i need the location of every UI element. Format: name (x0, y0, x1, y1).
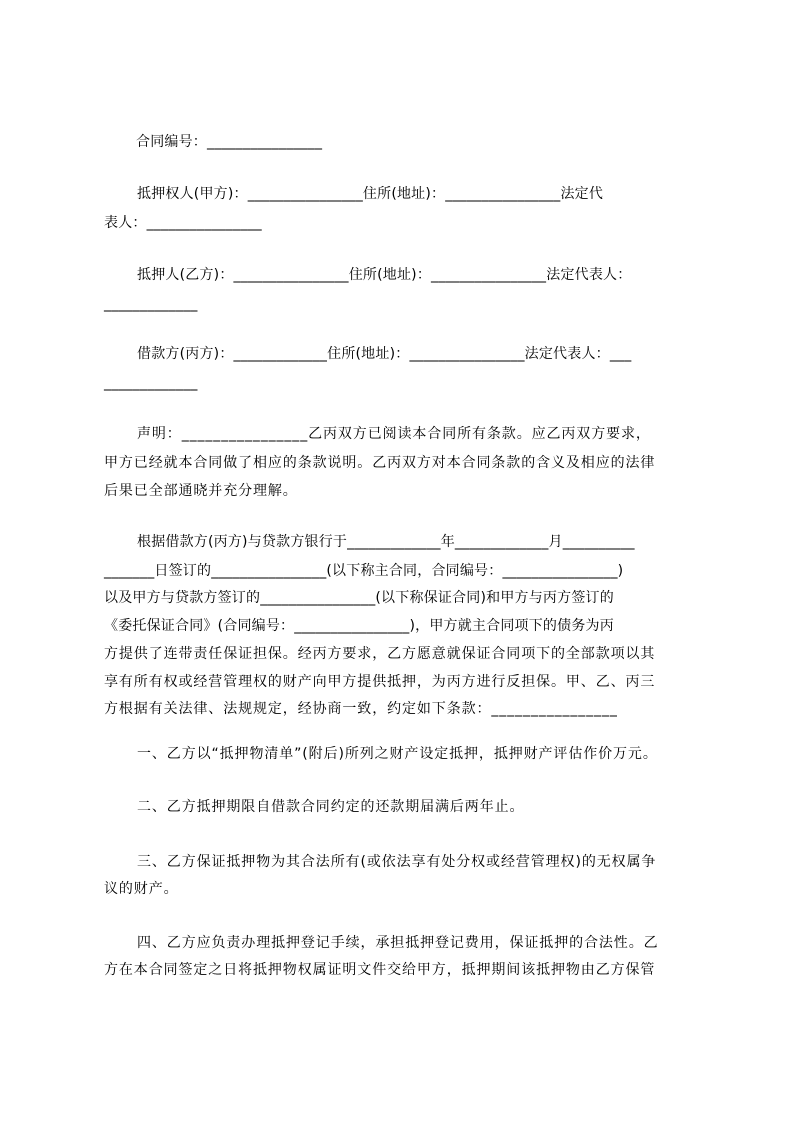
borrower-line-1: 借款方(丙方)：_____________住所(地址)：________________法定代表人：___ (137, 346, 632, 362)
preamble-line-3: 以及甲方与贷款方签订的________________(以下称保证合同)和甲方与丙方签订的 (104, 590, 614, 606)
declaration-line-1: 声明：________________乙丙双方已阅读本合同所有条款。应乙丙双方要求， (137, 426, 651, 442)
clause-3-line-1: 三、乙方保证抵押物为其合法所有(或依法享有处分权或经营管理权)的无权属争 (137, 854, 657, 870)
mortgagee-line-2: 表人：________________ (104, 215, 262, 231)
clause-4-line-2: 方在本合同签定之日将抵押物权属证明文件交给甲方，抵押期间该抵押物由乙方保管 (104, 962, 656, 978)
contract-number-line: 合同编号：________________ (136, 134, 323, 150)
borrower-line-2: _____________ (104, 375, 198, 391)
clause-1: 一、乙方以“抵押物清单”(附后)所列之财产设定抵押，抵押财产评估作价万元。 (137, 746, 658, 762)
mortgagee-line-1: 抵押权人(甲方)：________________住所(地址)：________________法定代 (137, 186, 604, 202)
preamble-line-2: _______日签订的________________(以下称主合同，合同编号：________________) (104, 563, 624, 579)
clause-3-line-2: 议的财产。 (104, 881, 179, 897)
mortgagor-line-1: 抵押人(乙方)：________________住所(地址)：________________法定代表人： (137, 267, 632, 283)
declaration-line-2: 甲方已经就本合同做了相应的条款说明。乙丙双方对本合同条款的含义及相应的法律 (104, 455, 656, 471)
clause-2: 二、乙方抵押期限自借款合同约定的还款期届满后两年止。 (137, 799, 525, 815)
preamble-line-7: 方根据有关法律、法规规定，经协商一致，约定如下条款：________________ (104, 701, 618, 717)
declaration-line-3: 后果已全部通晓并充分理解。 (104, 483, 298, 499)
preamble-line-5: 方提供了连带责任保证担保。经丙方要求，乙方愿意就保证合同项下的全部款项以其 (104, 646, 656, 662)
preamble-line-4: 《委托保证合同》(合同编号：________________)，甲方就主合同项下的债务为丙 (104, 618, 614, 634)
mortgagor-line-2: _____________ (104, 296, 198, 312)
clause-4-line-1: 四、乙方应负责办理抵押登记手续，承担抵押登记费用，保证抵押的合法性。乙 (137, 935, 659, 951)
preamble-line-1: 根据借款方(丙方)与贷款方银行于_____________年_____________月__________ (137, 534, 635, 550)
preamble-line-6: 享有所有权或经营管理权的财产向甲方提供抵押，为丙方进行反担保。甲、乙、丙三 (104, 674, 656, 690)
